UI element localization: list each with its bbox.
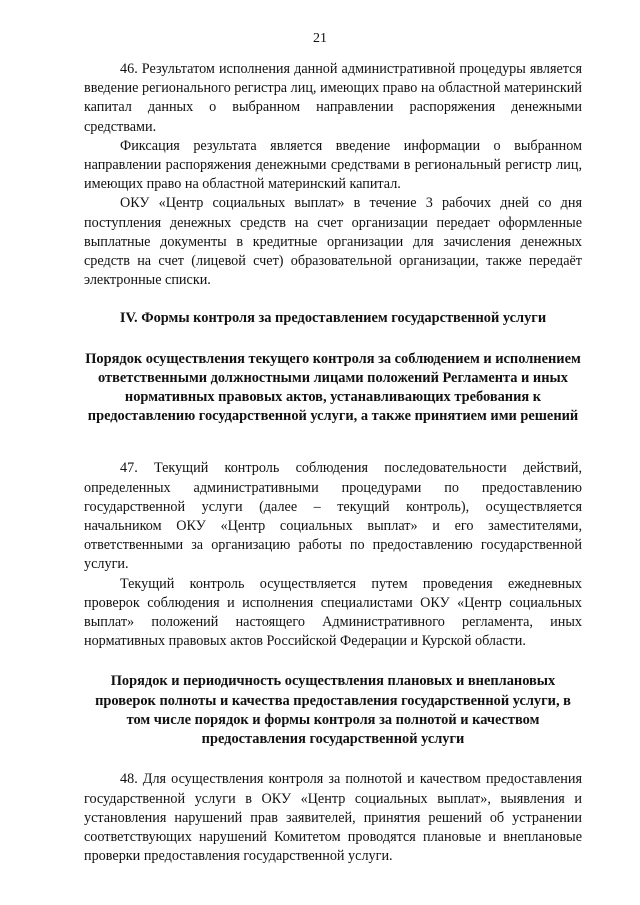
subsection-title-current-control: Порядок осуществления текущего контроля за соблюдением и исполнением ответственными должностными лицами положений Регламента и иных нормативных правовых актов, устанавливающих требования к предоставлению государственной услуги, а также принятием ими решений <box>85 350 581 425</box>
current-control-block <box>84 459 582 651</box>
page-number: 21 <box>313 31 327 46</box>
paragraph-47: 47. Текущий контроль соблюдения последовательности действий, определенных административными процедурами по предоставлению государственной услуги (далее – текущий контроль), осуществляется начальником ОКУ «Центр социальных выплат» и его заместителями, ответственными за организацию работы по предоставлению государственной услуги. <box>84 460 582 573</box>
result-block <box>84 60 582 290</box>
subsection-title-inspections: Порядок и периодичность осуществления плановых и внеплановых проверок полноты и качества предоставления государственной услуги, в том числе порядок и формы контроля за полнотой и качеством предоставления государственной услуги <box>95 673 571 748</box>
inspections-block <box>84 770 582 866</box>
document-body <box>84 60 582 866</box>
paragraph-48: 48. Для осуществления контроля за полнотой и качеством предоставления государственной услуги в ОКУ «Центр социальных выплат», выявления и установления нарушений прав заявителей, принятия решений об устранении соответствующих нарушений Комитетом проводятся плановые и внеплановые проверки предоставления государственной услуги. <box>84 771 582 865</box>
paragraph-46: 46. Результатом исполнения данной административной процедуры является введение регионального регистра лиц, имеющих право на областной материнский капитал данных о выбранном направлении распоряжения денежными средствами. <box>84 61 582 135</box>
paragraph-oku-transfer: ОКУ «Центр социальных выплат» в течение 3 рабочих дней со дня поступления денежных средств на счет организации передает оформленные выплатные документы в кредитные организации для зачисления денежных средств на счет (лицевой счет) образовательной организации, также передаёт электронные списки. <box>84 195 582 289</box>
paragraph-fixation: Фиксация результата является введение информации о выбранном направлении распоряжения денежными средствами в региональный регистр лиц, имеющих право на областной материнский капитал. <box>84 137 582 193</box>
section-title: IV. Формы контроля за предоставлением государственной услуги <box>119 310 547 327</box>
paragraph-daily-checks: Текущий контроль осуществляется путем проведения ежедневных проверок соблюдения и исполнения специалистами ОКУ «Центр социальных выплат» положений настоящего Административного регламента, иных нормативных правовых актов Российской Федерации и Курской области. <box>84 575 582 650</box>
